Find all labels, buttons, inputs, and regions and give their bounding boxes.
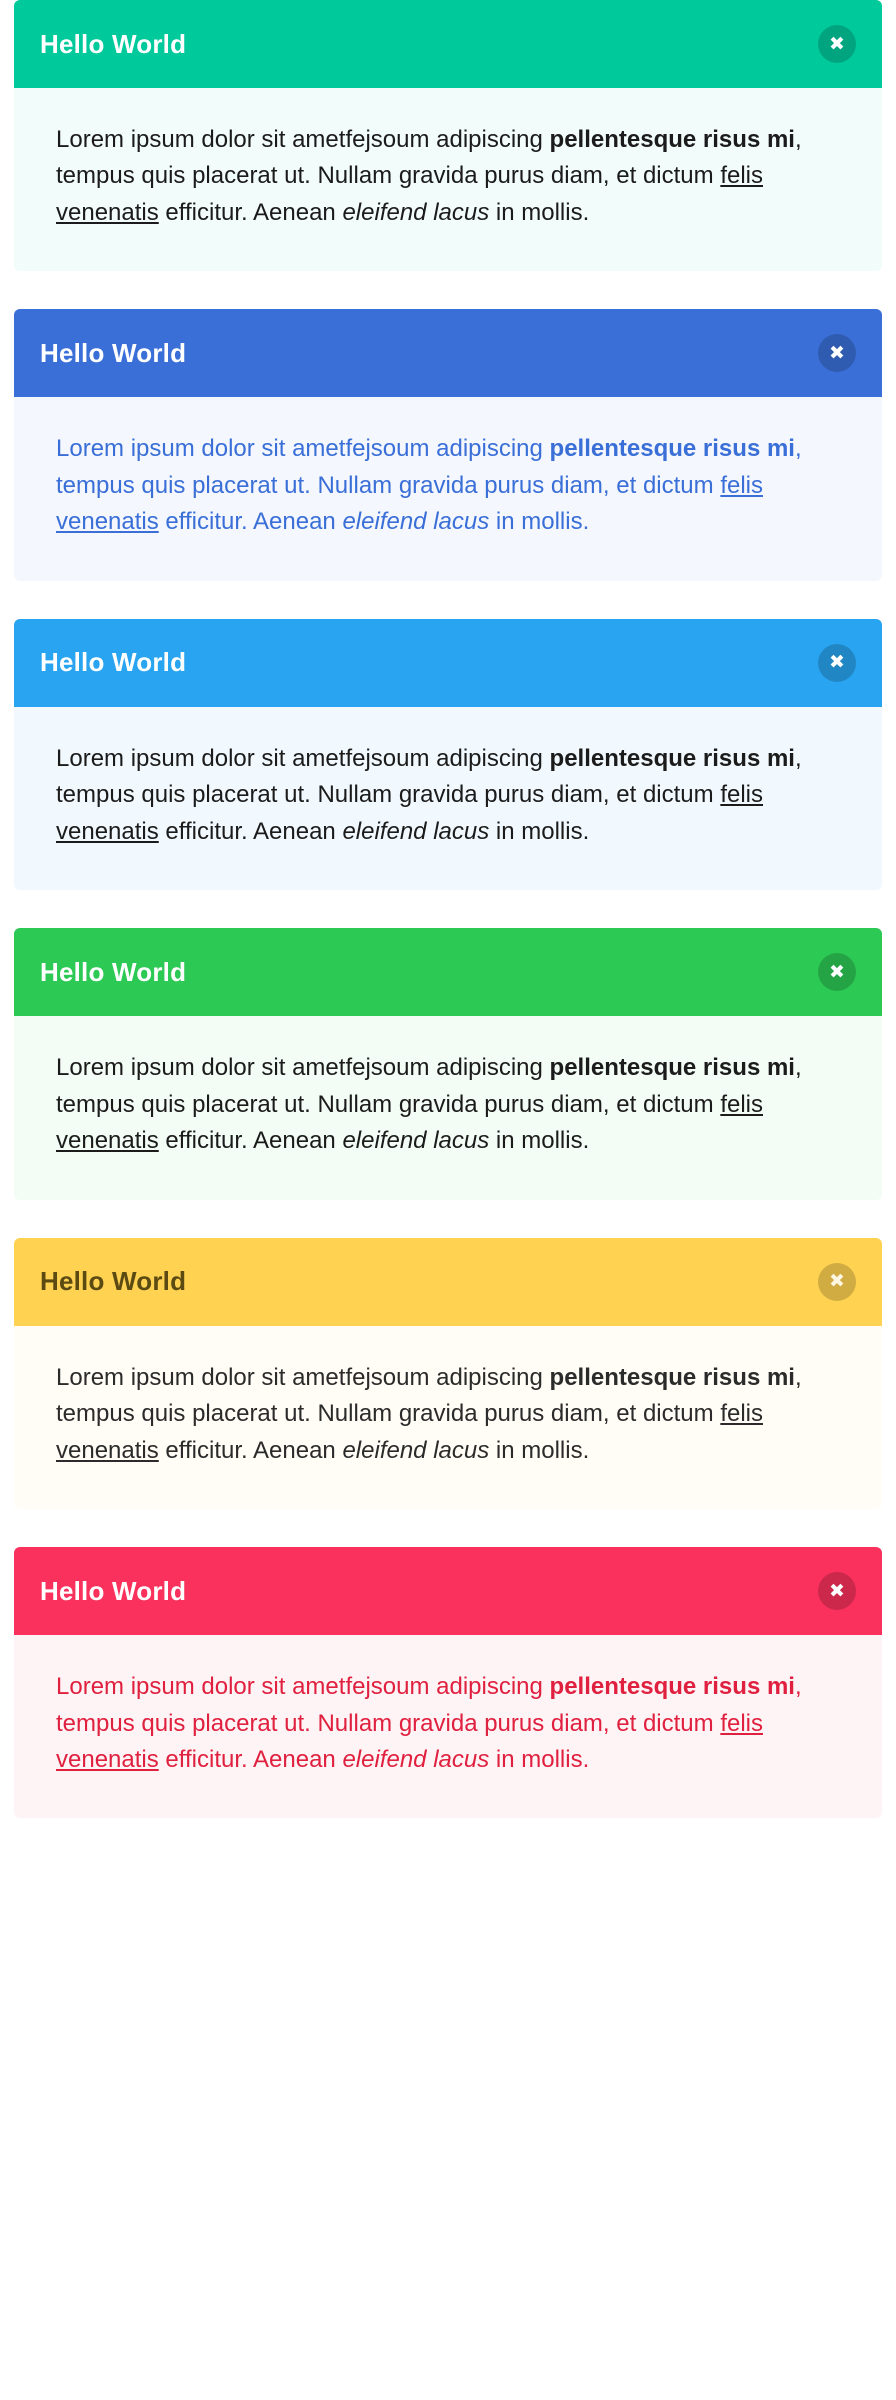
message-text-italic: eleifend lacus: [342, 1745, 490, 1773]
message-text-segment: Lorem ipsum dolor sit ametfejsoum adipiscing: [56, 1363, 550, 1391]
message-text-segment: , tempus quis placerat ut. Nullam gravida purus diam, et dictum: [56, 126, 802, 190]
message-header: [14, 309, 882, 397]
message-link[interactable]: felis venenatis: [56, 1090, 763, 1155]
message-link[interactable]: felis venenatis: [56, 162, 763, 226]
close-icon-button[interactable]: [818, 334, 856, 372]
message-header: [14, 619, 882, 707]
close-icon-button[interactable]: [818, 1572, 856, 1610]
message-text-segment: efficitur. Aenean: [158, 1127, 343, 1155]
message-text-segment: , tempus quis placerat ut. Nullam gravida purus diam, et dictum: [56, 1363, 802, 1428]
message-header: [14, 928, 882, 1016]
message-text-segment: , tempus quis placerat ut. Nullam gravida purus diam, et dictum: [56, 1673, 802, 1737]
message-text-bold: pellentesque risus mi: [549, 1363, 795, 1391]
close-icon: ✖: [829, 960, 845, 983]
message-body: [14, 397, 882, 580]
message-text-italic: eleifend lacus: [342, 817, 490, 845]
message-text-italic: eleifend lacus: [342, 508, 490, 536]
message-link[interactable]: felis venenatis: [56, 781, 763, 845]
message-link[interactable]: felis venenatis: [56, 1400, 763, 1464]
message-title: Hello World: [40, 647, 187, 678]
message-text-bold: pellentesque risus mi: [549, 744, 795, 772]
message-text-segment: efficitur. Aenean: [158, 1745, 343, 1773]
message-text-bold: pellentesque risus mi: [549, 1673, 795, 1701]
message-card-info: [14, 619, 882, 890]
message-link[interactable]: felis venenatis: [56, 1709, 763, 1773]
message-body: [14, 707, 882, 890]
close-icon-button[interactable]: [818, 25, 856, 63]
message-body: [14, 1016, 882, 1199]
message-card-teal: [14, 0, 882, 271]
message-text-segment: in mollis.: [489, 508, 590, 536]
message-text-segment: in mollis.: [489, 1436, 590, 1464]
close-icon: ✖: [829, 1270, 845, 1293]
message-header: [14, 1238, 882, 1326]
message-body: [14, 1326, 882, 1509]
message-text-italic: eleifend lacus: [342, 1436, 490, 1464]
message-text-segment: efficitur. Aenean: [158, 1436, 343, 1464]
message-text-segment: in mollis.: [489, 1127, 590, 1155]
message-text-segment: Lorem ipsum dolor sit ametfejsoum adipiscing: [56, 1673, 550, 1701]
message-link[interactable]: felis venenatis: [56, 471, 763, 536]
message-title: Hello World: [40, 1575, 187, 1606]
close-icon: ✖: [829, 341, 845, 364]
message-text-segment: efficitur. Aenean: [158, 817, 343, 845]
message-text-segment: in mollis.: [489, 817, 590, 845]
message-text-bold: pellentesque risus mi: [549, 435, 795, 463]
message-text-segment: in mollis.: [489, 1745, 590, 1773]
close-icon: ✖: [829, 1579, 845, 1602]
message-text-segment: Lorem ipsum dolor sit ametfejsoum adipiscing: [56, 1054, 550, 1082]
message-text-bold: pellentesque risus mi: [549, 126, 795, 153]
message-text-segment: in mollis.: [489, 198, 590, 226]
close-icon-button[interactable]: [818, 953, 856, 991]
message-body: [14, 1635, 882, 1818]
message-title: Hello World: [40, 28, 187, 59]
message-text-segment: , tempus quis placerat ut. Nullam gravida purus diam, et dictum: [56, 435, 802, 499]
message-body: [14, 88, 882, 271]
message-header: [14, 0, 882, 88]
message-card-primary: [14, 309, 882, 580]
message-card-success: [14, 928, 882, 1199]
message-text-segment: Lorem ipsum dolor sit ametfejsoum adipiscing: [56, 435, 550, 463]
message-text-segment: , tempus quis placerat ut. Nullam gravida purus diam, et dictum: [56, 744, 802, 809]
close-icon-button[interactable]: [818, 1263, 856, 1301]
message-card-warning: [14, 1238, 882, 1509]
message-text-segment: Lorem ipsum dolor sit ametfejsoum adipiscing: [56, 126, 550, 153]
message-text-segment: efficitur. Aenean: [158, 198, 343, 226]
message-text-segment: , tempus quis placerat ut. Nullam gravida purus diam, et dictum: [56, 1054, 802, 1118]
message-text-italic: eleifend lacus: [342, 1127, 490, 1155]
message-title: Hello World: [40, 956, 187, 987]
close-icon-button[interactable]: [818, 644, 856, 682]
message-text-segment: efficitur. Aenean: [158, 508, 343, 536]
message-title: Hello World: [40, 337, 187, 368]
message-header: [14, 1547, 882, 1635]
close-icon: ✖: [829, 651, 845, 674]
message-card-danger: [14, 1547, 882, 1818]
close-icon: ✖: [829, 32, 845, 55]
message-text-segment: Lorem ipsum dolor sit ametfejsoum adipiscing: [56, 744, 550, 772]
message-text-italic: eleifend lacus: [342, 198, 490, 226]
message-title: Hello World: [40, 1266, 187, 1297]
message-text-bold: pellentesque risus mi: [549, 1054, 795, 1082]
